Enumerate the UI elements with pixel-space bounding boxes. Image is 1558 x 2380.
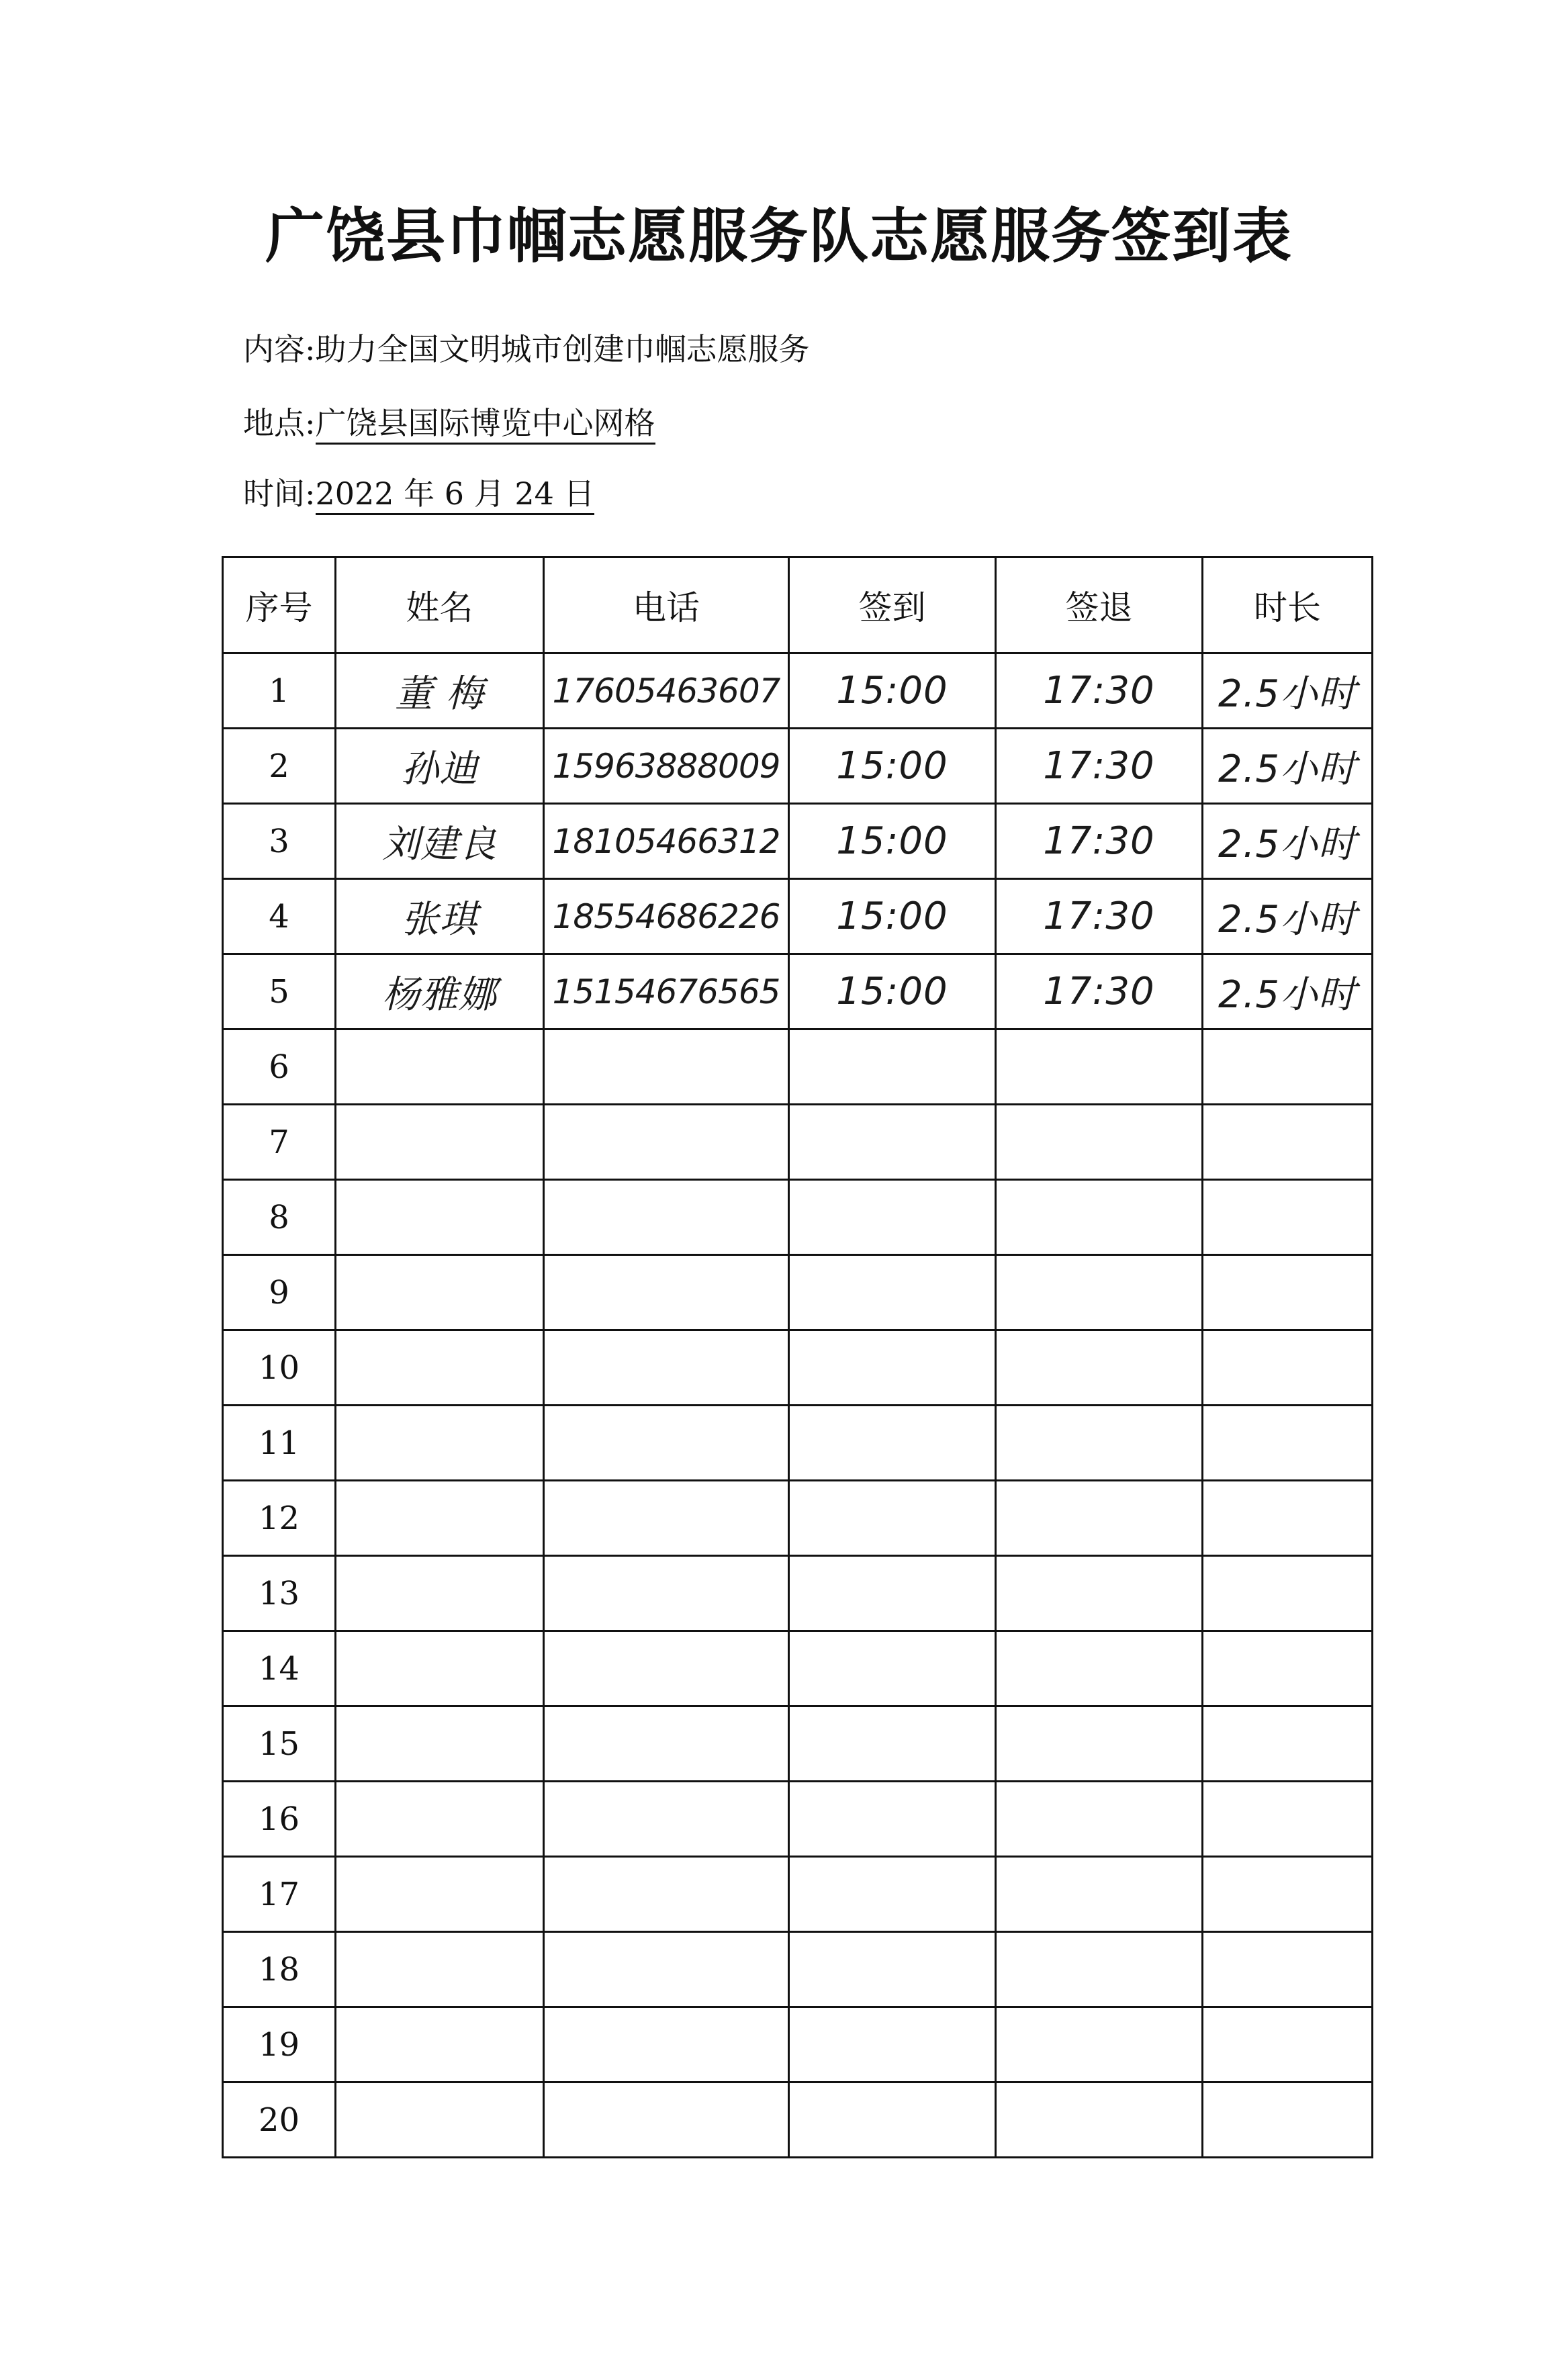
cell-number: 4 [223,879,336,954]
cell-sign-out: 17:30 [996,954,1203,1029]
cell-name [336,1481,544,1556]
cell-phone [544,1481,789,1556]
cell-duration [1203,1255,1373,1330]
cell-sign-out [996,1706,1203,1782]
cell-phone [544,1330,789,1406]
cell-name [336,1180,544,1255]
cell-sign-in [789,1932,996,2007]
cell-phone [544,1406,789,1481]
cell-duration [1203,1406,1373,1481]
cell-sign-out [996,1255,1203,1330]
cell-sign-out [996,1029,1203,1105]
cell-sign-out: 17:30 [996,729,1203,804]
cell-duration [1203,1481,1373,1556]
cell-phone [544,1105,789,1180]
cell-name [336,1932,544,2007]
cell-sign-out: 17:30 [996,879,1203,954]
cell-phone: 15963888009 [544,729,789,804]
table-row [223,2007,1373,2082]
cell-duration [1203,1029,1373,1105]
content-label: 内容: [243,331,316,367]
cell-number: 13 [223,1556,336,1631]
cell-duration [1203,1857,1373,1932]
table-row [223,1782,1373,1857]
header-sign-in: 签到 [789,557,996,653]
cell-sign-in [789,1631,996,1706]
table-row [223,1105,1373,1180]
cell-sign-out [996,1782,1203,1857]
cell-sign-out [996,2082,1203,2158]
cell-sign-in [789,1255,996,1330]
cell-number: 7 [223,1105,336,1180]
cell-phone [544,1631,789,1706]
table-row [223,804,1373,879]
cell-phone [544,1180,789,1255]
cell-number: 6 [223,1029,336,1105]
meta-content [243,329,810,369]
table-row [223,1255,1373,1330]
cell-number: 10 [223,1330,336,1406]
cell-sign-in: 15:00 [789,954,996,1029]
cell-duration: 2.5小时 [1203,954,1373,1029]
cell-phone [544,1932,789,2007]
cell-sign-out [996,1932,1203,2007]
cell-sign-out: 17:30 [996,653,1203,729]
cell-name [336,2082,544,2158]
table-header-row [223,557,1373,653]
cell-duration [1203,1180,1373,1255]
cell-phone [544,1782,789,1857]
cell-phone: 15154676565 [544,954,789,1029]
table-row [223,1481,1373,1556]
table-row [223,879,1373,954]
cell-sign-in [789,2082,996,2158]
cell-name [336,1029,544,1105]
table-row [223,1180,1373,1255]
cell-sign-out [996,1481,1203,1556]
cell-sign-in [789,1782,996,1857]
cell-duration [1203,1330,1373,1406]
cell-sign-out [996,1631,1203,1706]
cell-name [336,1255,544,1330]
cell-name: 董 梅 [336,653,544,729]
table-row [223,1706,1373,1782]
document-title: 广饶县巾帼志愿服务队志愿服务签到表 [265,201,1293,271]
meta-location [243,403,655,443]
table-row [223,729,1373,804]
cell-name [336,1406,544,1481]
cell-sign-out: 17:30 [996,804,1203,879]
cell-sign-in: 15:00 [789,879,996,954]
cell-duration: 2.5小时 [1203,879,1373,954]
cell-number: 15 [223,1706,336,1782]
time-label: 时间: [243,475,316,512]
cell-name [336,1857,544,1932]
cell-sign-in: 15:00 [789,729,996,804]
cell-name: 孙迪 [336,729,544,804]
cell-number: 14 [223,1631,336,1706]
cell-sign-in [789,1706,996,1782]
cell-sign-in [789,1105,996,1180]
cell-number: 3 [223,804,336,879]
cell-phone: 17605463607 [544,653,789,729]
header-name: 姓名 [336,557,544,653]
cell-number: 11 [223,1406,336,1481]
cell-number: 12 [223,1481,336,1556]
sign-in-table [222,556,1373,2158]
cell-sign-in: 15:00 [789,653,996,729]
table-row [223,1029,1373,1105]
content-value: 助力全国文明城市创建巾帼志愿服务 [315,331,810,367]
cell-name [336,2007,544,2082]
cell-phone: 18554686226 [544,879,789,954]
table-row [223,954,1373,1029]
table-row [223,1932,1373,2007]
table-row [223,1631,1373,1706]
cell-number: 17 [223,1857,336,1932]
cell-sign-in [789,1330,996,1406]
cell-duration [1203,1105,1373,1180]
cell-phone [544,1029,789,1105]
cell-sign-out [996,1857,1203,1932]
table-row [223,2082,1373,2158]
cell-sign-out [996,2007,1203,2082]
cell-duration [1203,1706,1373,1782]
cell-number: 19 [223,2007,336,2082]
cell-phone [544,1857,789,1932]
cell-name [336,1105,544,1180]
cell-sign-in: 15:00 [789,804,996,879]
cell-duration: 2.5小时 [1203,729,1373,804]
table-row [223,653,1373,729]
cell-name [336,1631,544,1706]
cell-sign-out [996,1406,1203,1481]
cell-number: 16 [223,1782,336,1857]
cell-name: 张琪 [336,879,544,954]
time-value: 2022 年 6 月 24 日 [316,475,595,515]
cell-number: 8 [223,1180,336,1255]
cell-sign-out [996,1556,1203,1631]
header-phone: 电话 [544,557,789,653]
cell-sign-out [996,1180,1203,1255]
cell-sign-in [789,1029,996,1105]
meta-time [243,473,594,514]
cell-phone [544,1255,789,1330]
table-row [223,1857,1373,1932]
location-value: 广饶县国际博览中心网格 [316,405,655,445]
header-sign-out: 签退 [996,557,1203,653]
cell-number: 18 [223,1932,336,2007]
table-body [223,653,1373,2158]
cell-duration [1203,1556,1373,1631]
cell-number: 20 [223,2082,336,2158]
cell-number: 9 [223,1255,336,1330]
cell-name: 刘建良 [336,804,544,879]
cell-name [336,1782,544,1857]
cell-phone [544,2082,789,2158]
cell-sign-in [789,1481,996,1556]
cell-duration [1203,2007,1373,2082]
header-no: 序号 [223,557,336,653]
cell-name [336,1330,544,1406]
cell-duration [1203,1631,1373,1706]
cell-sign-in [789,2007,996,2082]
cell-duration: 2.5小时 [1203,804,1373,879]
cell-number: 5 [223,954,336,1029]
cell-sign-out [996,1330,1203,1406]
cell-number: 2 [223,729,336,804]
cell-sign-in [789,1857,996,1932]
cell-duration: 2.5小时 [1203,653,1373,729]
table-row [223,1556,1373,1631]
cell-phone: 18105466312 [544,804,789,879]
cell-phone [544,1706,789,1782]
cell-duration [1203,1782,1373,1857]
table-row [223,1406,1373,1481]
header-duration: 时长 [1203,557,1373,653]
cell-duration [1203,1932,1373,2007]
cell-sign-in [789,1556,996,1631]
location-label: 地点: [243,405,316,441]
cell-duration [1203,2082,1373,2158]
cell-name [336,1556,544,1631]
cell-name: 杨雅娜 [336,954,544,1029]
cell-sign-in [789,1180,996,1255]
cell-phone [544,1556,789,1631]
cell-phone [544,2007,789,2082]
cell-sign-in [789,1406,996,1481]
cell-sign-out [996,1105,1203,1180]
table-row [223,1330,1373,1406]
cell-name [336,1706,544,1782]
cell-number: 1 [223,653,336,729]
